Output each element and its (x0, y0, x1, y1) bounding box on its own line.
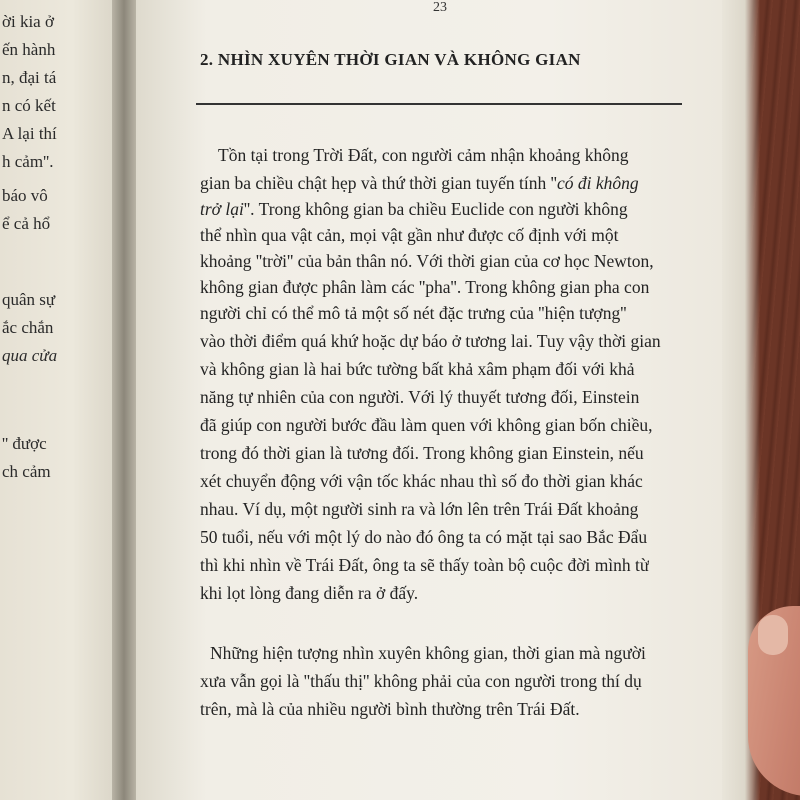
paragraph-1-line: và không gian là hai bức tường bất khả xâm phạm đối với khả (200, 359, 635, 379)
facing-page-line: ch cảm (2, 462, 51, 481)
paragraph-1-line: thể nhìn qua vật cản, mọi vật gần như được cố định với một (200, 225, 619, 245)
paragraph-1-line: khoảng ''trời'' của bản thân nó. Với thời gian của cơ học Newton, (200, 251, 654, 271)
paragraph-1-line: khi lọt lòng đang diễn ra ở đấy. (200, 583, 419, 603)
facing-page-line: n có kết (2, 96, 56, 115)
facing-page-line: ắc chắn (2, 318, 54, 337)
heading-rule (196, 103, 682, 105)
facing-page-line: ến hành (2, 40, 56, 59)
facing-page-line: A lại thí (2, 124, 57, 143)
paragraph-1-line: 50 tuổi, nếu với một lý do nào đó ông ta có mặt tại sao Bắc Đẩu (200, 527, 648, 547)
section-heading: 2. NHÌN XUYÊN THỜI GIAN VÀ KHÔNG GIAN (200, 50, 581, 69)
thumb-nail (758, 615, 788, 655)
paragraph-1-line: gian ba chiều chật hẹp và thứ thời gian tuyến tính ''có đi không (200, 173, 639, 193)
italic-phrase-end: trở lại (200, 199, 244, 219)
page-number: 23 (433, 0, 447, 15)
paragraph-1-line: xét chuyển động với vận tốc khác nhau thì số đo thời gian khác (200, 471, 643, 491)
paragraph-1-line: Tồn tại trong Trời Đất, con người cảm nhận khoảng không (218, 145, 629, 165)
paragraph-1-line: vào thời điểm quá khứ hoặc dự báo ở tương lai. Tuy vậy thời gian (200, 331, 661, 351)
paragraph-1-line: thì khi nhìn về Trái Đất, ông ta sẽ thấy toàn bộ cuộc đời mình từ (200, 555, 650, 575)
facing-page-line: n, đại tá (2, 68, 57, 87)
paragraph-1-line: nhau. Ví dụ, một người sinh ra và lớn lên trên Trái Đất khoảng (200, 499, 639, 519)
facing-page-line: ời kia ở (2, 12, 54, 31)
paragraph-1-line: năng tự nhiên của con người. Với lý thuyết tương đối, Einstein (200, 387, 640, 407)
facing-page (0, 0, 120, 800)
paragraph-2-line: Những hiện tượng nhìn xuyên không gian, thời gian mà người (210, 643, 646, 663)
paragraph-1-line: trở lại''. Trong không gian ba chiều Euclide con người không (200, 199, 628, 219)
facing-page-line: qua cửa (2, 346, 58, 365)
paragraph-1-line: người chỉ có thể mô tả một số nét đặc trưng của ''hiện tượng'' (200, 303, 627, 323)
paragraph-2-line: xưa vẫn gọi là ''thấu thị'' không phải của con người trong thí dụ (200, 671, 642, 691)
facing-page-line: ể cả hổ (2, 214, 51, 233)
paragraph-1-line: đã giúp con người bước đầu làm quen với không gian bốn chiều, (200, 415, 653, 435)
facing-page-line: báo vô (2, 186, 48, 205)
paragraph-1-line: trong đó thời gian là tương đối. Trong không gian Einstein, nếu (200, 443, 644, 463)
facing-page-line: quân sự (2, 290, 56, 309)
paragraph-2-line: trên, mà là của nhiều người bình thường trên Trái Đất. (200, 699, 580, 719)
italic-phrase: có đi không (556, 173, 639, 193)
facing-page-line: '' được (2, 434, 47, 453)
paragraph-1-line: không gian được phân làm các ''pha''. Trong không gian pha con (200, 277, 650, 297)
facing-page-line: h cảm''. (2, 152, 54, 171)
